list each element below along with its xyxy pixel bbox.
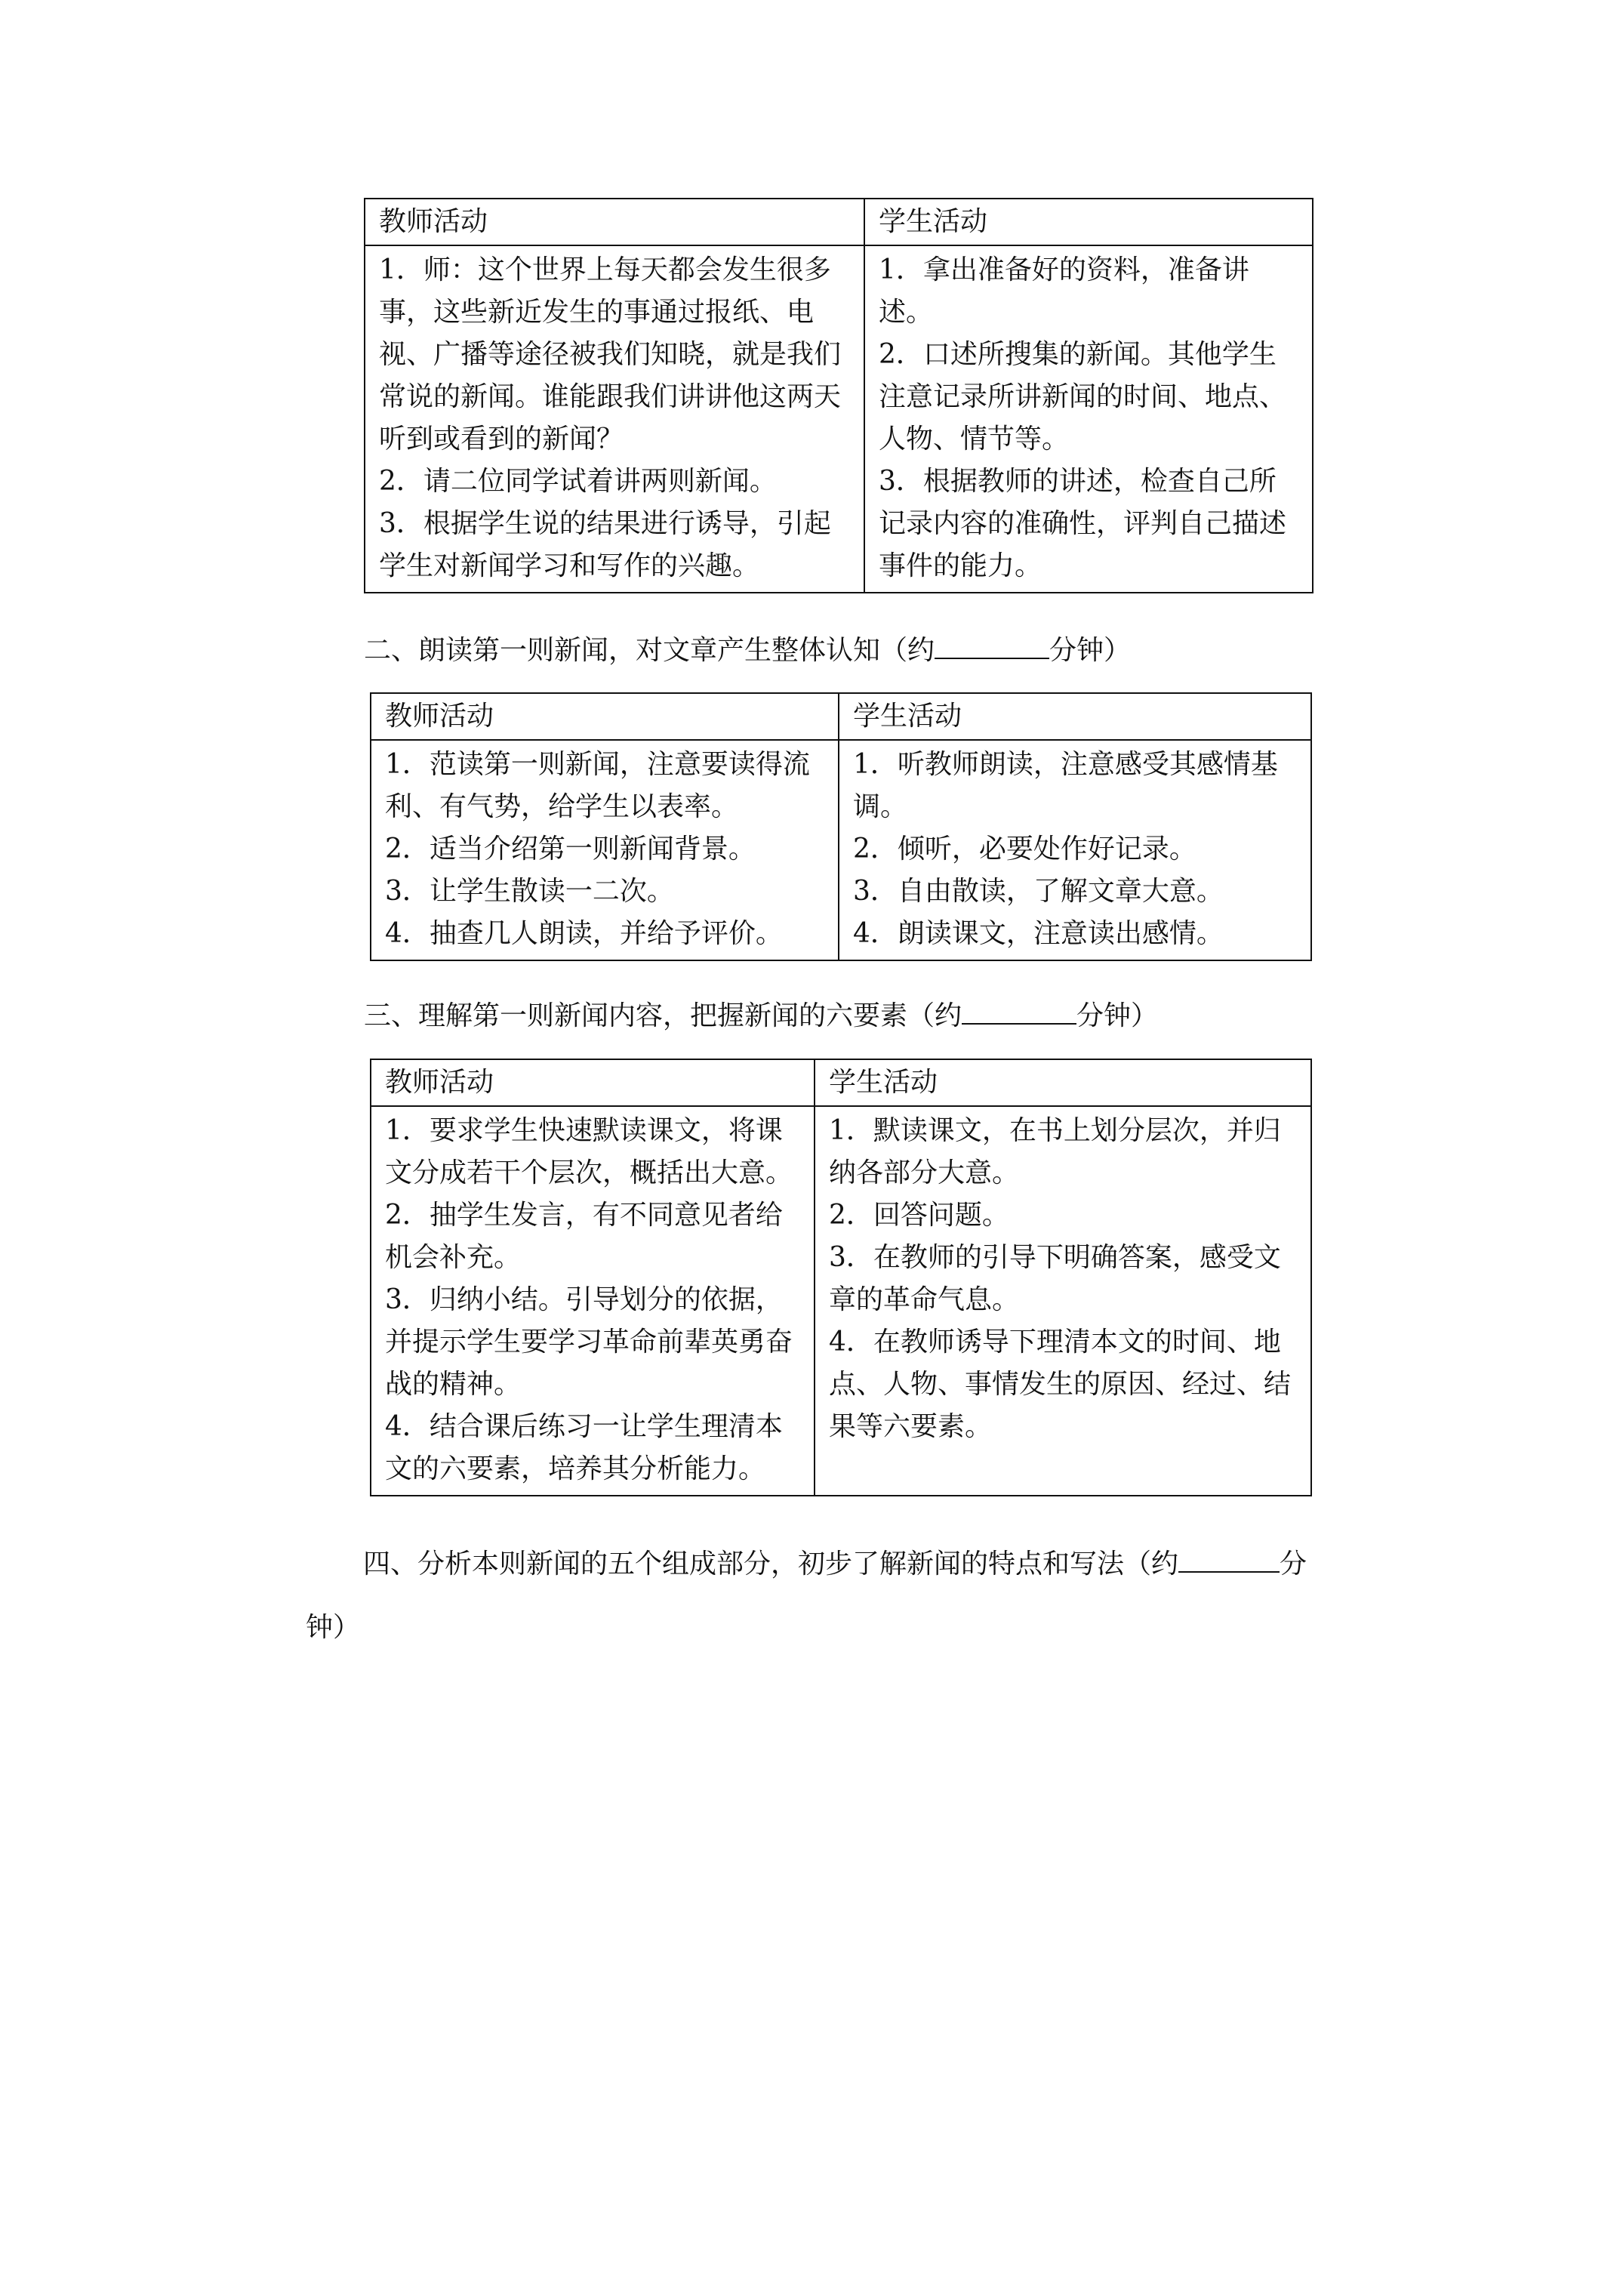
section-heading-text: 二、朗读第一则新闻，对文章产生整体认知（约 bbox=[364, 635, 935, 666]
list-item: 3．根据教师的讲述，检查自己所记录内容的准确性，评判自己描述事件的能力。 bbox=[879, 466, 1287, 581]
table-header-row bbox=[371, 693, 1311, 740]
student-activity-cell bbox=[815, 1106, 1311, 1496]
section-heading-text: 分钟） bbox=[1076, 1000, 1159, 1031]
table-header-row bbox=[365, 199, 1313, 245]
fill-in-blank bbox=[935, 632, 1049, 659]
section-heading-2 bbox=[364, 630, 1131, 672]
list-item: 3．自由散读，了解文章大意。 bbox=[853, 876, 1224, 907]
list-item: 4．朗读课文，注意读出感情。 bbox=[853, 918, 1224, 949]
teacher-activity-cell bbox=[365, 245, 864, 593]
table-row bbox=[371, 1106, 1311, 1496]
fill-in-blank bbox=[1178, 1546, 1280, 1573]
list-item: 1．拿出准备好的资料，准备讲述。 bbox=[879, 254, 1249, 328]
section-heading-4 bbox=[306, 1533, 1340, 1660]
section-heading-text: 分钟） bbox=[1049, 635, 1132, 666]
student-activity-cell bbox=[839, 740, 1311, 960]
list-item: 1．要求学生快速默读课文，将课文分成若干个层次，概括出大意。 bbox=[385, 1115, 793, 1188]
table-row bbox=[365, 245, 1313, 593]
list-item: 2．倾听，必要处作好记录。 bbox=[853, 834, 1196, 864]
list-item: 2．回答问题。 bbox=[829, 1200, 1009, 1231]
list-item: 1．默读课文，在书上划分层次，并归纳各部分大意。 bbox=[829, 1115, 1281, 1188]
list-item: 2．请二位同学试着讲两则新闻。 bbox=[379, 466, 777, 497]
list-item: 3．让学生散读一二次。 bbox=[385, 876, 674, 907]
student-activity-header: 学生活动 bbox=[815, 1059, 1311, 1106]
table-row bbox=[371, 740, 1311, 960]
teacher-activity-cell bbox=[371, 1106, 815, 1496]
list-item: 2．抽学生发言，有不同意见者给机会补充。 bbox=[385, 1200, 783, 1273]
list-item: 1．听教师朗读，注意感受其感情基调。 bbox=[853, 749, 1278, 822]
teacher-activity-header: 教师活动 bbox=[371, 693, 839, 740]
activity-table-3 bbox=[370, 1059, 1312, 1496]
list-item: 3．根据学生说的结果进行诱导，引起学生对新闻学习和写作的兴趣。 bbox=[379, 508, 831, 581]
list-item: 3．在教师的引导下明确答案，感受文章的革命气息。 bbox=[829, 1242, 1281, 1315]
student-activity-cell bbox=[864, 245, 1313, 593]
fill-in-blank bbox=[962, 997, 1076, 1025]
list-item: 2．适当介绍第一则新闻背景。 bbox=[385, 834, 756, 864]
teacher-activity-header: 教师活动 bbox=[365, 199, 864, 245]
teacher-activity-header: 教师活动 bbox=[371, 1059, 815, 1106]
activity-table-1 bbox=[364, 198, 1313, 593]
student-activity-header: 学生活动 bbox=[864, 199, 1313, 245]
list-item: 4．结合课后练习一让学生理清本文的六要素，培养其分析能力。 bbox=[385, 1411, 783, 1484]
list-item: 1．师：这个世界上每天都会发生很多事，这些新近发生的事通过报纸、电视、广播等途径被我们知晓，就是我们常说的新闻。谁能跟我们讲讲他这两天听到或看到的新闻？ bbox=[379, 254, 842, 455]
section-heading-text: 四、分析本则新闻的五个组成部分，初步了解新闻的特点和写法（约 bbox=[363, 1549, 1179, 1579]
list-item: 1．范读第一则新闻，注意要读得流利、有气势，给学生以表率。 bbox=[385, 749, 810, 822]
section-heading-text: 三、理解第一则新闻内容，把握新闻的六要素（约 bbox=[364, 1000, 962, 1031]
activity-table-2 bbox=[370, 692, 1312, 961]
student-activity-header: 学生活动 bbox=[839, 693, 1311, 740]
table-header-row bbox=[371, 1059, 1311, 1106]
section-heading-text: 分钟） bbox=[306, 1549, 1307, 1643]
list-item: 4．抽查几人朗读，并给予评价。 bbox=[385, 918, 783, 949]
list-item: 2．口述所搜集的新闻。其他学生注意记录所讲新闻的时间、地点、人物、情节等。 bbox=[879, 339, 1287, 455]
section-heading-3 bbox=[364, 995, 1158, 1037]
list-item: 3．归纳小结。引导划分的依据，并提示学生要学习革命前辈英勇奋战的精神。 bbox=[385, 1284, 793, 1400]
teacher-activity-cell bbox=[371, 740, 839, 960]
list-item: 4．在教师诱导下理清本文的时间、地点、人物、事情发生的原因、经过、结果等六要素。 bbox=[829, 1327, 1292, 1442]
